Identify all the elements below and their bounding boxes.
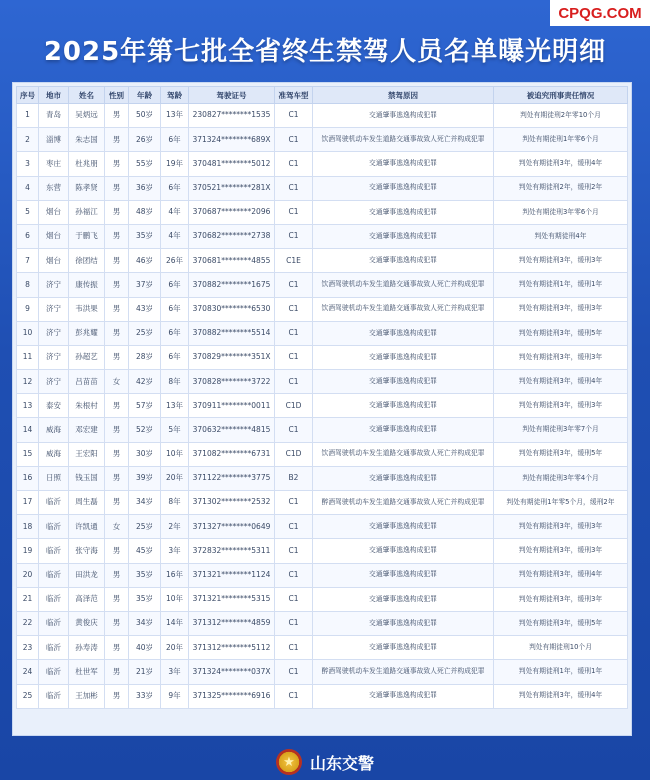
table-row [17, 104, 628, 128]
column-header: 准驾车型 [275, 87, 313, 104]
table-cell: 女 [105, 515, 129, 539]
table-cell: 42岁 [129, 370, 161, 394]
table-cell: 371324********689X [189, 128, 275, 152]
table-cell: 3 [17, 152, 39, 176]
table-cell: 男 [105, 587, 129, 611]
table-cell: 19年 [161, 152, 189, 176]
table-cell: 男 [105, 104, 129, 128]
table-cell: 饮酒驾驶机动车发生道路交通事故致人死亡并构成犯罪 [313, 442, 494, 466]
table-cell: 30岁 [129, 442, 161, 466]
table-cell: 烟台 [39, 200, 69, 224]
table-cell: 55岁 [129, 152, 161, 176]
table-cell: 烟台 [39, 249, 69, 273]
table-row [17, 176, 628, 200]
table-cell: 饮酒驾驶机动车发生道路交通事故致人死亡并构成犯罪 [313, 297, 494, 321]
table-cell: 判处有期徒刑3年零4个月 [494, 466, 628, 490]
table-cell: 男 [105, 539, 129, 563]
table-cell: 交通肇事逃逸构成犯罪 [313, 466, 494, 490]
footer [0, 744, 650, 780]
table-cell: 判处有期徒刑3年，缓刑3年 [494, 539, 628, 563]
table-cell: 1 [17, 104, 39, 128]
table-cell: C1 [275, 418, 313, 442]
table-cell: 男 [105, 249, 129, 273]
table-cell: 烟台 [39, 224, 69, 248]
table-row [17, 297, 628, 321]
table-cell: 临沂 [39, 636, 69, 660]
table-cell: 交通肇事逃逸构成犯罪 [313, 636, 494, 660]
table-cell: 判处有期徒刑4年 [494, 224, 628, 248]
column-header: 被追究刑事责任情况 [494, 87, 628, 104]
table-cell: 36岁 [129, 176, 161, 200]
table-cell: 370829********351X [189, 345, 275, 369]
table-cell: 于鹏飞 [69, 224, 105, 248]
table-cell: 陈孝贤 [69, 176, 105, 200]
table-cell: 17 [17, 491, 39, 515]
table-row [17, 587, 628, 611]
table-cell: 43岁 [129, 297, 161, 321]
table-cell: 370632********4815 [189, 418, 275, 442]
table-cell: 男 [105, 660, 129, 684]
table-cell: C1 [275, 370, 313, 394]
table-cell: 朱根村 [69, 394, 105, 418]
table-cell: 交通肇事逃逸构成犯罪 [313, 539, 494, 563]
table-cell: 6年 [161, 297, 189, 321]
table-cell: 交通肇事逃逸构成犯罪 [313, 587, 494, 611]
table-cell: 枣庄 [39, 152, 69, 176]
table-cell: 临沂 [39, 660, 69, 684]
table-cell: 10 [17, 321, 39, 345]
table-cell: 田洪龙 [69, 563, 105, 587]
table-cell: 男 [105, 563, 129, 587]
table-cell: 16年 [161, 563, 189, 587]
table-cell: B2 [275, 466, 313, 490]
table-cell: 5年 [161, 418, 189, 442]
table-cell: 371312********4859 [189, 611, 275, 635]
table-cell: 许凯通 [69, 515, 105, 539]
table-cell: 370687********2096 [189, 200, 275, 224]
table-row [17, 128, 628, 152]
column-header: 序号 [17, 87, 39, 104]
table-cell: 6年 [161, 176, 189, 200]
table-cell: 判处有期徒刑3年，缓刑4年 [494, 684, 628, 708]
table-cell: C1 [275, 515, 313, 539]
table-cell: 钱玉国 [69, 466, 105, 490]
table-cell: 判处有期徒刑3年，缓刑3年 [494, 394, 628, 418]
footer-org-name: 山东交警 [309, 753, 374, 773]
site-watermark: CPQG.COM [550, 0, 650, 26]
table-cell: 判处有期徒刑3年，缓刑3年 [494, 515, 628, 539]
table-cell: 男 [105, 321, 129, 345]
table-cell: 杜兆朋 [69, 152, 105, 176]
table-cell: 34岁 [129, 491, 161, 515]
table-row [17, 636, 628, 660]
table-cell: 判处有期徒刑3年，缓刑3年 [494, 345, 628, 369]
table-cell: 男 [105, 611, 129, 635]
column-header: 驾驶证号 [189, 87, 275, 104]
table-cell: 2年 [161, 515, 189, 539]
column-header: 地市 [39, 87, 69, 104]
column-header: 年龄 [129, 87, 161, 104]
table-cell: 39岁 [129, 466, 161, 490]
table-cell: 醉酒驾驶机动车发生道路交通事故致人死亡并构成犯罪 [313, 491, 494, 515]
table-cell: 济宁 [39, 345, 69, 369]
table-cell: 5 [17, 200, 39, 224]
table-cell: 371324********037X [189, 660, 275, 684]
table-cell: 37岁 [129, 273, 161, 297]
table-cell: 临沂 [39, 491, 69, 515]
table-row [17, 345, 628, 369]
table-cell: 交通肇事逃逸构成犯罪 [313, 321, 494, 345]
table-cell: 4 [17, 176, 39, 200]
table-cell: 孙寿涛 [69, 636, 105, 660]
table-cell: 男 [105, 394, 129, 418]
table-cell: 交通肇事逃逸构成犯罪 [313, 200, 494, 224]
table-cell: 13年 [161, 394, 189, 418]
table-cell: 男 [105, 636, 129, 660]
table-cell: 19 [17, 539, 39, 563]
table-cell: 20年 [161, 466, 189, 490]
table-cell: C1 [275, 176, 313, 200]
table-row [17, 563, 628, 587]
table-cell: 交通肇事逃逸构成犯罪 [313, 563, 494, 587]
table-cell: C1 [275, 611, 313, 635]
table-cell: 交通肇事逃逸构成犯罪 [313, 370, 494, 394]
table-cell: 吕苗苗 [69, 370, 105, 394]
table-cell: 徐团结 [69, 249, 105, 273]
table-cell: C1 [275, 200, 313, 224]
table-cell: C1 [275, 224, 313, 248]
table-cell: 18 [17, 515, 39, 539]
table-row [17, 152, 628, 176]
table-cell: 朱志国 [69, 128, 105, 152]
table-cell: 康传振 [69, 273, 105, 297]
table-cell: 20年 [161, 636, 189, 660]
table-cell: 男 [105, 224, 129, 248]
table-cell: 判处有期徒刑3年，缓刑3年 [494, 249, 628, 273]
table-cell: 周生磊 [69, 491, 105, 515]
table-row [17, 515, 628, 539]
table-cell: 4年 [161, 200, 189, 224]
table-cell: C1 [275, 684, 313, 708]
table-cell: 22 [17, 611, 39, 635]
table-cell: 杜世军 [69, 660, 105, 684]
table-row [17, 273, 628, 297]
table-cell: 男 [105, 297, 129, 321]
table-cell: 女 [105, 370, 129, 394]
table-cell: 男 [105, 466, 129, 490]
table-cell: C1 [275, 273, 313, 297]
table-cell: 判处有期徒刑3年，缓刑5年 [494, 611, 628, 635]
table-cell: 2 [17, 128, 39, 152]
table-cell: 王宏阳 [69, 442, 105, 466]
column-header: 姓名 [69, 87, 105, 104]
table-cell: 8年 [161, 491, 189, 515]
table-cell: 饮酒驾驶机动车发生道路交通事故致人死亡并构成犯罪 [313, 273, 494, 297]
table-row [17, 611, 628, 635]
table-cell: 临沂 [39, 515, 69, 539]
table-cell: 26年 [161, 249, 189, 273]
table-cell: 33岁 [129, 684, 161, 708]
table-cell: C1 [275, 104, 313, 128]
table-cell: 57岁 [129, 394, 161, 418]
table-cell: 35岁 [129, 587, 161, 611]
table-cell: C1D [275, 394, 313, 418]
table-cell: 男 [105, 491, 129, 515]
table-cell: 交通肇事逃逸构成犯罪 [313, 515, 494, 539]
table-cell: 13年 [161, 104, 189, 128]
table-cell: 威海 [39, 418, 69, 442]
table-cell: 张守海 [69, 539, 105, 563]
table-cell: C1 [275, 128, 313, 152]
table-cell: 46岁 [129, 249, 161, 273]
table-cell: 370828********3722 [189, 370, 275, 394]
table-row [17, 491, 628, 515]
table-cell: 淄博 [39, 128, 69, 152]
table-cell: 35岁 [129, 224, 161, 248]
table-cell: 370882********1675 [189, 273, 275, 297]
table-cell: 6 [17, 224, 39, 248]
table-cell: 371122********3775 [189, 466, 275, 490]
table-cell: 济宁 [39, 370, 69, 394]
table-cell: 14年 [161, 611, 189, 635]
table-cell: 交通肇事逃逸构成犯罪 [313, 684, 494, 708]
table-cell: 王加彬 [69, 684, 105, 708]
table-cell: 52岁 [129, 418, 161, 442]
table-cell: 3年 [161, 539, 189, 563]
table-cell: 泰安 [39, 394, 69, 418]
table-cell: 10年 [161, 587, 189, 611]
table-cell: C1 [275, 345, 313, 369]
table-cell: C1 [275, 587, 313, 611]
table-cell: 25 [17, 684, 39, 708]
table-cell: 判处有期徒刑1年零6个月 [494, 128, 628, 152]
table-cell: 交通肇事逃逸构成犯罪 [313, 152, 494, 176]
table-cell: 21岁 [129, 660, 161, 684]
table-cell: 6年 [161, 321, 189, 345]
table-cell: 男 [105, 273, 129, 297]
table-cell: 韦洪果 [69, 297, 105, 321]
table-row [17, 370, 628, 394]
table-cell: 25岁 [129, 321, 161, 345]
table-cell: 23 [17, 636, 39, 660]
table-cell: 交通肇事逃逸构成犯罪 [313, 176, 494, 200]
table-cell: 判处有期徒刑3年，缓刑5年 [494, 442, 628, 466]
table-cell: 交通肇事逃逸构成犯罪 [313, 394, 494, 418]
table-row [17, 684, 628, 708]
table-cell: 黄俊庆 [69, 611, 105, 635]
table-cell: 济宁 [39, 273, 69, 297]
table-cell: 371312********5112 [189, 636, 275, 660]
table-cell: 彭兆耀 [69, 321, 105, 345]
table-cell: 370681********4855 [189, 249, 275, 273]
table-cell: 371325********6916 [189, 684, 275, 708]
table-cell: 8 [17, 273, 39, 297]
column-header: 驾龄 [161, 87, 189, 104]
table-cell: C1 [275, 563, 313, 587]
table-row [17, 539, 628, 563]
table-cell: 371321********1124 [189, 563, 275, 587]
table-header-row [17, 87, 628, 104]
page-title: 2025年第七批全省终生禁驾人员名单曝光明细 [43, 36, 607, 67]
table-cell: 判处有期徒刑3年，缓刑3年 [494, 587, 628, 611]
table-body [17, 104, 628, 709]
table-cell: 饮酒驾驶机动车发生道路交通事故致人死亡并构成犯罪 [313, 128, 494, 152]
table-cell: 男 [105, 684, 129, 708]
table-cell: 交通肇事逃逸构成犯罪 [313, 249, 494, 273]
table-cell: 371082********6731 [189, 442, 275, 466]
table-cell: 12 [17, 370, 39, 394]
table-cell: 判处有期徒刑3年，缓刑3年 [494, 297, 628, 321]
table-cell: 26岁 [129, 128, 161, 152]
table-row [17, 466, 628, 490]
table-cell: C1D [275, 442, 313, 466]
table-cell: 判处有期徒刑10个月 [494, 636, 628, 660]
table-row [17, 249, 628, 273]
table-cell: 371327********0649 [189, 515, 275, 539]
table-cell: 21 [17, 587, 39, 611]
table-cell: 4年 [161, 224, 189, 248]
table-cell: 判处有期徒刑3年零6个月 [494, 200, 628, 224]
table-cell: 邓宏建 [69, 418, 105, 442]
table-cell: 判处有期徒刑1年，缓刑1年 [494, 660, 628, 684]
table-cell: 11 [17, 345, 39, 369]
table-cell: C1 [275, 636, 313, 660]
table-cell: C1 [275, 660, 313, 684]
table-cell: C1 [275, 321, 313, 345]
table-cell: 临沂 [39, 539, 69, 563]
table-cell: C1E [275, 249, 313, 273]
table-cell: 判处有期徒刑2年，缓刑2年 [494, 176, 628, 200]
table-cell: 判处有期徒刑3年，缓刑5年 [494, 321, 628, 345]
table-cell: 6年 [161, 345, 189, 369]
table-cell: 临沂 [39, 684, 69, 708]
table-cell: 青岛 [39, 104, 69, 128]
table-cell: 6年 [161, 128, 189, 152]
table-cell: 20 [17, 563, 39, 587]
table-cell: 男 [105, 200, 129, 224]
table-cell: 交通肇事逃逸构成犯罪 [313, 345, 494, 369]
table-cell: 临沂 [39, 611, 69, 635]
table-cell: 判处有期徒刑3年零7个月 [494, 418, 628, 442]
table-cell: 交通肇事逃逸构成犯罪 [313, 104, 494, 128]
table-cell: 370481********5012 [189, 152, 275, 176]
table-row [17, 418, 628, 442]
column-header: 禁驾原因 [313, 87, 494, 104]
table-row [17, 394, 628, 418]
table-cell: 吴炳远 [69, 104, 105, 128]
table-cell: 25岁 [129, 515, 161, 539]
table-row [17, 442, 628, 466]
table-cell: 6年 [161, 273, 189, 297]
table-cell: 13 [17, 394, 39, 418]
table-cell: 10年 [161, 442, 189, 466]
table-cell: C1 [275, 491, 313, 515]
table-cell: 男 [105, 176, 129, 200]
table-cell: 370521********281X [189, 176, 275, 200]
table-cell: 判处有期徒刑3年，缓刑4年 [494, 563, 628, 587]
table-cell: 48岁 [129, 200, 161, 224]
table-cell: 50岁 [129, 104, 161, 128]
table-cell: 14 [17, 418, 39, 442]
table-cell: 判处有期徒刑3年，缓刑4年 [494, 370, 628, 394]
table-cell: 判处有期徒刑1年零5个月，缓刑2年 [494, 491, 628, 515]
table-cell: 判处有期徒刑1年，缓刑1年 [494, 273, 628, 297]
table-cell: C1 [275, 152, 313, 176]
table-cell: 371321********5315 [189, 587, 275, 611]
table-cell: 371302********2532 [189, 491, 275, 515]
table-cell: 男 [105, 128, 129, 152]
table-cell: 男 [105, 442, 129, 466]
table-cell: 交通肇事逃逸构成犯罪 [313, 224, 494, 248]
table-cell: 济宁 [39, 297, 69, 321]
table-row [17, 224, 628, 248]
table-cell: 临沂 [39, 563, 69, 587]
table-cell: 24 [17, 660, 39, 684]
table-cell: 370830********6530 [189, 297, 275, 321]
table-cell: 9年 [161, 684, 189, 708]
table-cell: 威海 [39, 442, 69, 466]
table-cell: 判处有期徒刑3年，缓刑4年 [494, 152, 628, 176]
table-cell: 男 [105, 152, 129, 176]
table-cell: 40岁 [129, 636, 161, 660]
police-badge-icon: ★ [276, 749, 302, 775]
table-cell: 高泽范 [69, 587, 105, 611]
table-cell: 28岁 [129, 345, 161, 369]
table-cell: 孙超艺 [69, 345, 105, 369]
table-cell: 370911********0011 [189, 394, 275, 418]
table-cell: 372832********5311 [189, 539, 275, 563]
table-cell: 日照 [39, 466, 69, 490]
table-cell: 3年 [161, 660, 189, 684]
table-cell: 醉酒驾驶机动车发生道路交通事故致人死亡并构成犯罪 [313, 660, 494, 684]
table-cell: 370682********2738 [189, 224, 275, 248]
table-cell: 35岁 [129, 563, 161, 587]
table-cell: 9 [17, 297, 39, 321]
roster-table [16, 86, 628, 709]
table-cell: 370882********5514 [189, 321, 275, 345]
table-cell: 判处有期徒刑2年零10个月 [494, 104, 628, 128]
table-cell: 东营 [39, 176, 69, 200]
table-row [17, 200, 628, 224]
table-row [17, 660, 628, 684]
column-header: 性别 [105, 87, 129, 104]
table-cell: 230827********1535 [189, 104, 275, 128]
table-cell: 45岁 [129, 539, 161, 563]
table-cell: C1 [275, 297, 313, 321]
table-cell: 交通肇事逃逸构成犯罪 [313, 418, 494, 442]
table-cell: 15 [17, 442, 39, 466]
table-cell: 交通肇事逃逸构成犯罪 [313, 611, 494, 635]
table-cell: 8年 [161, 370, 189, 394]
table-cell: 济宁 [39, 321, 69, 345]
table-row [17, 321, 628, 345]
table-cell: 7 [17, 249, 39, 273]
table-cell: 16 [17, 466, 39, 490]
table-cell: 临沂 [39, 587, 69, 611]
table-cell: 男 [105, 418, 129, 442]
table-cell: 34岁 [129, 611, 161, 635]
table-cell: C1 [275, 539, 313, 563]
table-cell: 男 [105, 345, 129, 369]
table-cell: 孙福江 [69, 200, 105, 224]
